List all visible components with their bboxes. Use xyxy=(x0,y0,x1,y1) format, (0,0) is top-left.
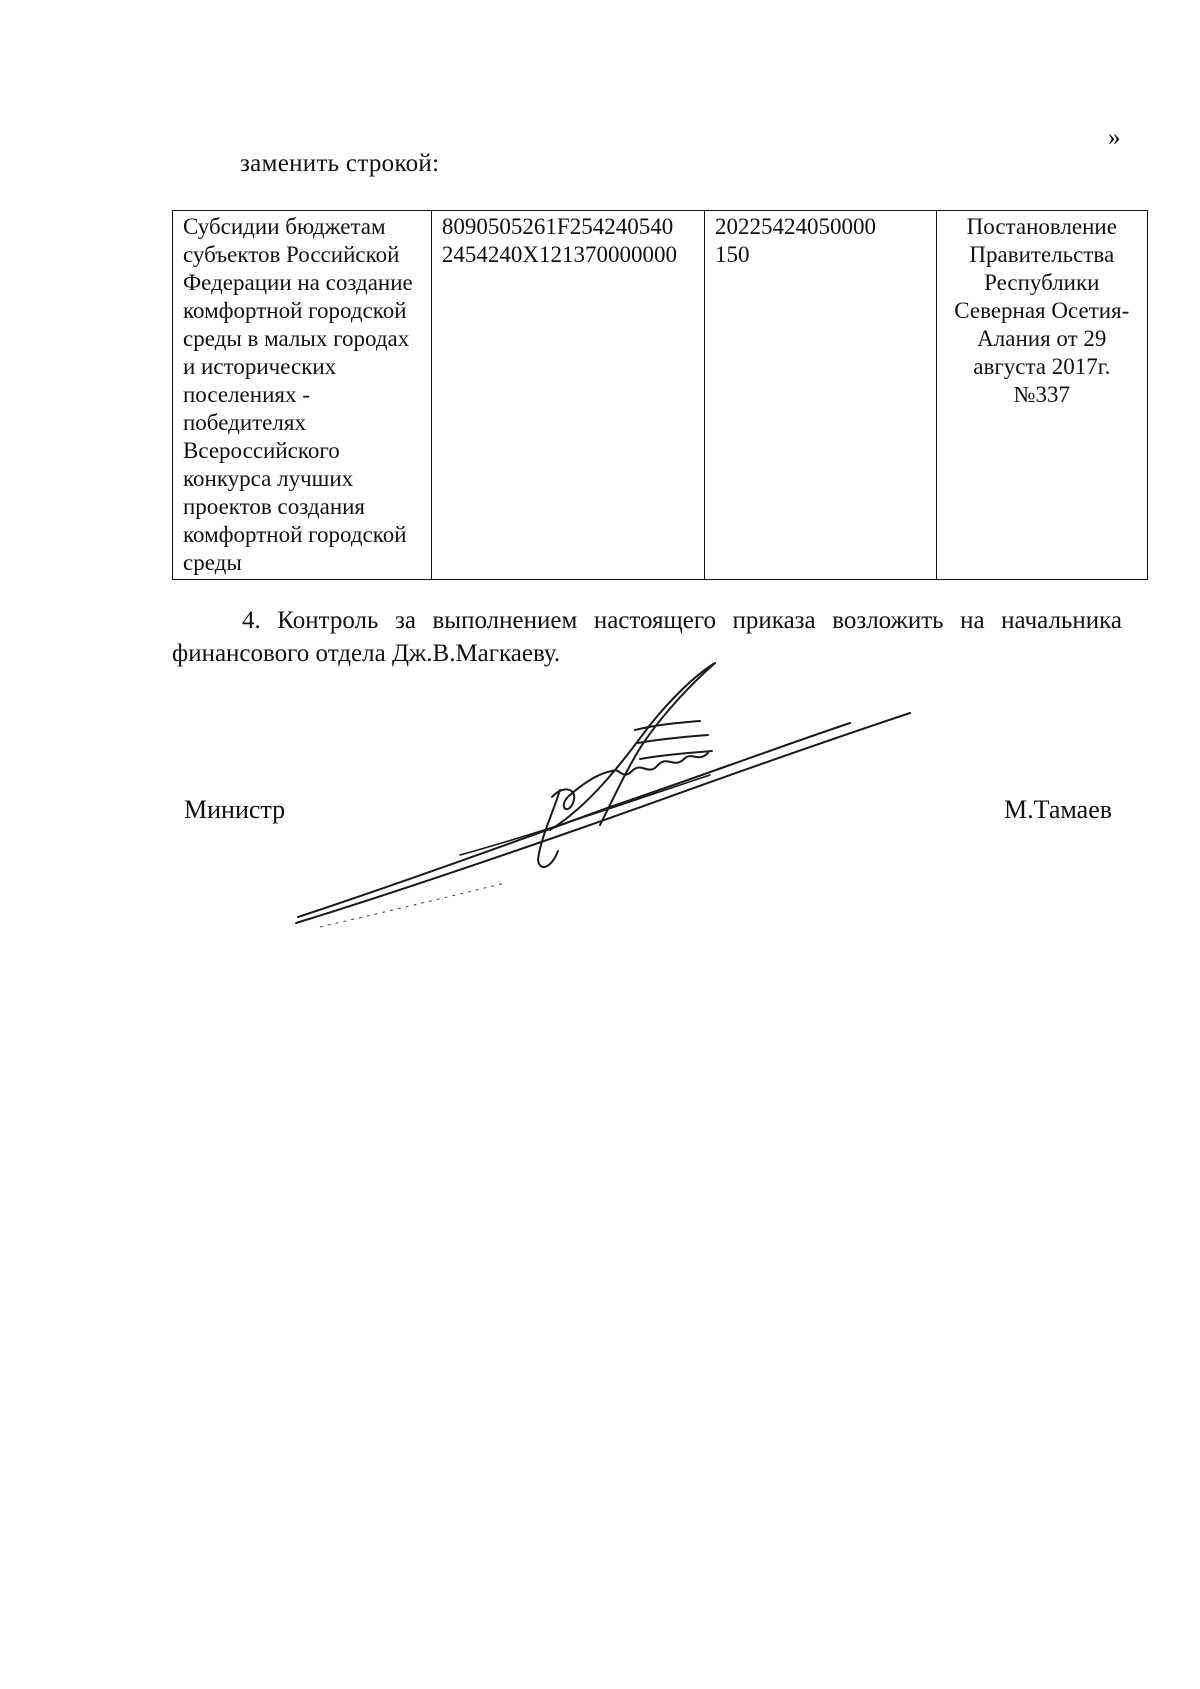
closing-quote: » xyxy=(1108,124,1121,151)
cell-subsidy-name: Субсидии бюджетам субъектов Российской Федерации на создание комфортной городской среды в малых городах и исторических поселениях - победителях Всероссийского конкурса лучших проектов создания комфортной городской среды xyxy=(173,211,432,580)
signatory-name: М.Тамаев xyxy=(1004,795,1113,824)
cell-kbk: 20225424050000 150 xyxy=(704,211,936,580)
cell-code: 8090505261F254240540 2454240X121370000000 xyxy=(431,211,704,580)
signatory-title: Министр xyxy=(184,795,286,824)
handwritten-signature xyxy=(290,655,930,935)
replacement-table xyxy=(172,210,1148,580)
cell-legal-basis: Постановление Правительства Республики Северная Осетия-Алания от 29 августа 2017г. №337 xyxy=(936,211,1147,580)
paragraph-4: 4. Контроль за выполнением настоящего приказа возложить на начальника финансового отдела Дж.В.Магкаеву. xyxy=(172,607,1122,667)
table-row xyxy=(173,211,1148,580)
replace-with-text: заменить строкой: xyxy=(240,150,440,177)
